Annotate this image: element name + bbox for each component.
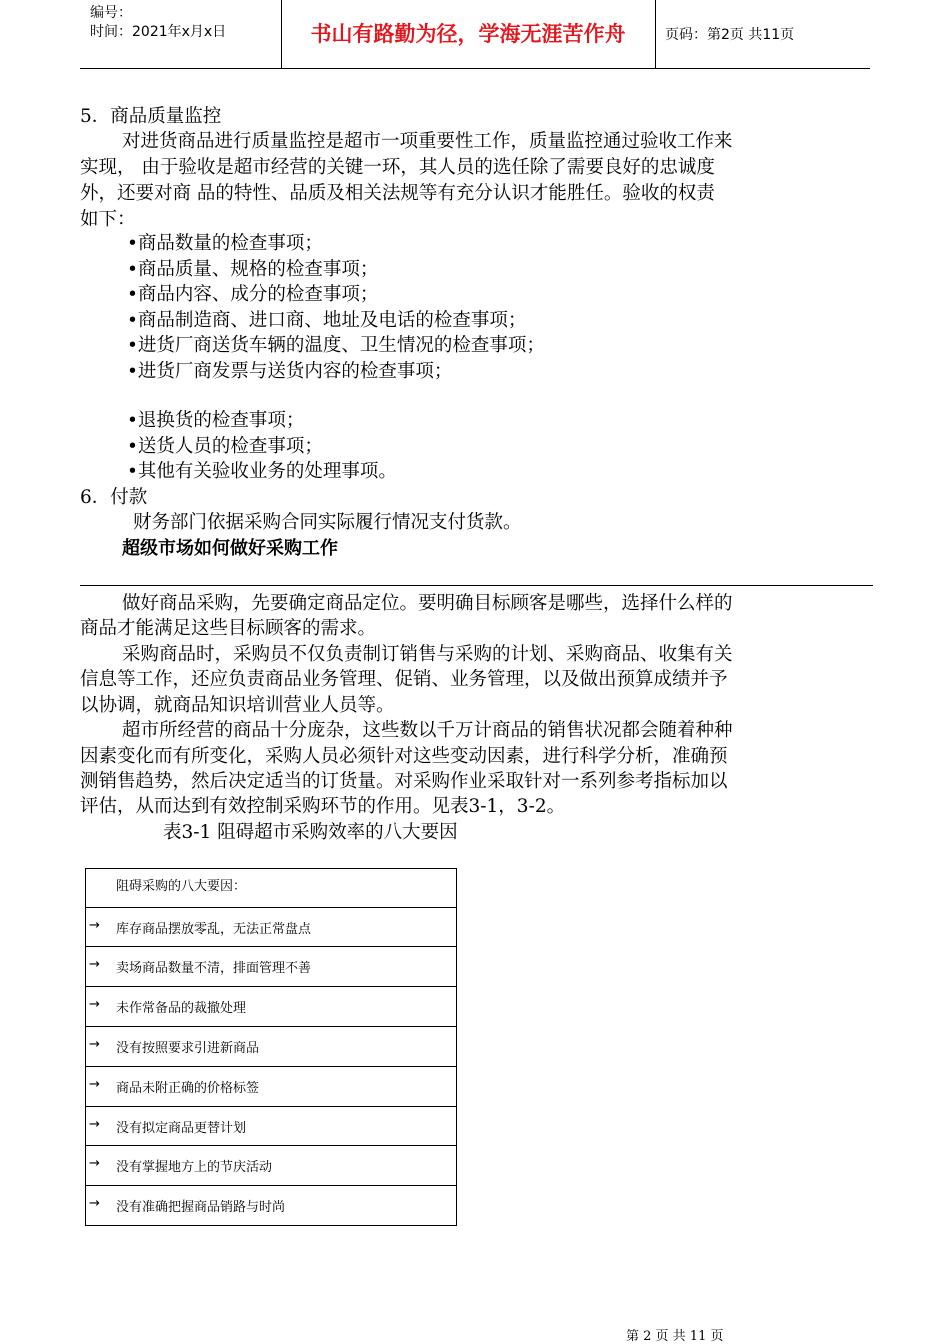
- arrow-icon: →: [89, 957, 100, 972]
- bullet-item: •其他有关验收业务的处理事项。: [127, 461, 397, 482]
- bullet-item: •商品数量的检查事项；: [127, 233, 323, 254]
- bullet-item: •商品制造商、进口商、地址及电话的检查事项；: [127, 310, 527, 331]
- article-line: 采购商品时，采购员不仅负责制订销售与采购的计划、采购商品、收集有关: [122, 644, 733, 665]
- header-meta: [80, 0, 282, 68]
- section5-para-line: 外，还要对商 品的特性、品质及相关法规等有充分认识才能胜任。验收的权责: [80, 183, 715, 204]
- factor-label: 没有准确把握商品销路与时尚: [116, 1200, 286, 1215]
- bullet-item: •商品内容、成分的检查事项；: [127, 284, 379, 305]
- factor-label: 没有拟定商品更替计划: [116, 1121, 247, 1136]
- article-line: 做好商品采购，先要确定商品定位。要明确目标顾客是哪些，选择什么样的: [122, 593, 733, 614]
- table-row: [86, 947, 456, 987]
- divider-line: [80, 585, 873, 586]
- arrow-icon: →: [89, 1117, 100, 1132]
- article-line: 商品才能满足这些目标顾客的需求。: [80, 618, 377, 639]
- table-caption: 表3-1 阻碍超市采购效率的八大要因: [163, 822, 458, 843]
- factor-label: 商品未附正确的价格标签: [116, 1081, 260, 1096]
- factor-label: 库存商品摆放零乱，无法正常盘点: [116, 922, 312, 937]
- bullet-item: •进货厂商送货车辆的温度、卫生情况的检查事项；: [127, 335, 545, 356]
- factor-label: 卖场商品数量不清，排面管理不善: [116, 961, 312, 976]
- arrow-icon: →: [89, 1077, 100, 1092]
- table-row: [86, 908, 456, 947]
- arrow-icon: →: [89, 918, 100, 933]
- page-footer: 第 2 页 共 11 页: [626, 1329, 724, 1344]
- bullet-item: •商品质量、规格的检查事项；: [127, 259, 379, 280]
- article-line: 因素变化而有所变化，采购人员必须针对这些变动因素，进行科学分析，准确预: [80, 746, 728, 767]
- section5-para-line: 对进货商品进行质量监控是超市一项重要性工作，质量监控通过验收工作来: [122, 131, 733, 152]
- header-page-info: 页码：第2页 共11页: [665, 27, 795, 43]
- table-header-row: [86, 869, 456, 908]
- table-row: [86, 1186, 456, 1224]
- article-line: 评估，从而达到有效控制采购环节的作用。见表3-1，3-2。: [80, 796, 566, 817]
- section5-para-line: 如下：: [80, 209, 136, 230]
- arrow-icon: →: [89, 1156, 100, 1171]
- article-line: 以协调，就商品知识培训营业人员等。: [80, 695, 395, 716]
- section6-para: 财务部门依据采购合同实际履行情况支付货款。: [133, 512, 522, 533]
- article-line: 超市所经营的商品十分庞杂，这些数以千万计商品的销售状况都会随着种种: [122, 720, 733, 741]
- table-row: [86, 1146, 456, 1186]
- section5-heading: 5．商品质量监控: [80, 106, 222, 127]
- bullet-item: •送货人员的检查事项；: [127, 436, 323, 457]
- table-row: [86, 1027, 456, 1067]
- number-label: 编号：: [90, 5, 132, 21]
- table-row: [86, 1107, 456, 1146]
- factors-table: [85, 868, 457, 1226]
- factor-label: 没有按照要求引进新商品: [116, 1041, 260, 1056]
- time-label: 时间：2021年x月x日: [90, 24, 227, 40]
- bullet-item: •进货厂商发票与送货内容的检查事项；: [127, 361, 453, 382]
- arrow-icon: →: [89, 1196, 100, 1211]
- table-row: [86, 1067, 456, 1107]
- article-line: 信息等工作，还应负责商品业务管理、促销、业务管理，以及做出预算成绩并予: [80, 669, 728, 690]
- table-title: 阻碍采购的八大要因：: [116, 879, 247, 894]
- arrow-icon: →: [89, 997, 100, 1012]
- section6-heading: 6．付款: [80, 487, 148, 508]
- factor-label: 没有掌握地方上的节庆活动: [116, 1160, 273, 1175]
- header-motto: 书山有路勤为径，学海无涯苦作舟: [281, 0, 656, 68]
- article-title: 超级市场如何做好采购工作: [122, 538, 338, 559]
- arrow-icon: →: [89, 1037, 100, 1052]
- factor-label: 未作常备品的裁撤处理: [116, 1001, 247, 1016]
- page-header: [80, 0, 870, 69]
- article-line: 测销售趋势，然后决定适当的订货量。对采购作业采取针对一系列参考指标加以: [80, 771, 728, 792]
- section5-para-line: 实现， 由于验收是超市经营的关键一环，其人员的选任除了需要良好的忠诚度: [80, 157, 715, 178]
- table-row: [86, 987, 456, 1027]
- bullet-item: •退换货的检查事项；: [127, 410, 305, 431]
